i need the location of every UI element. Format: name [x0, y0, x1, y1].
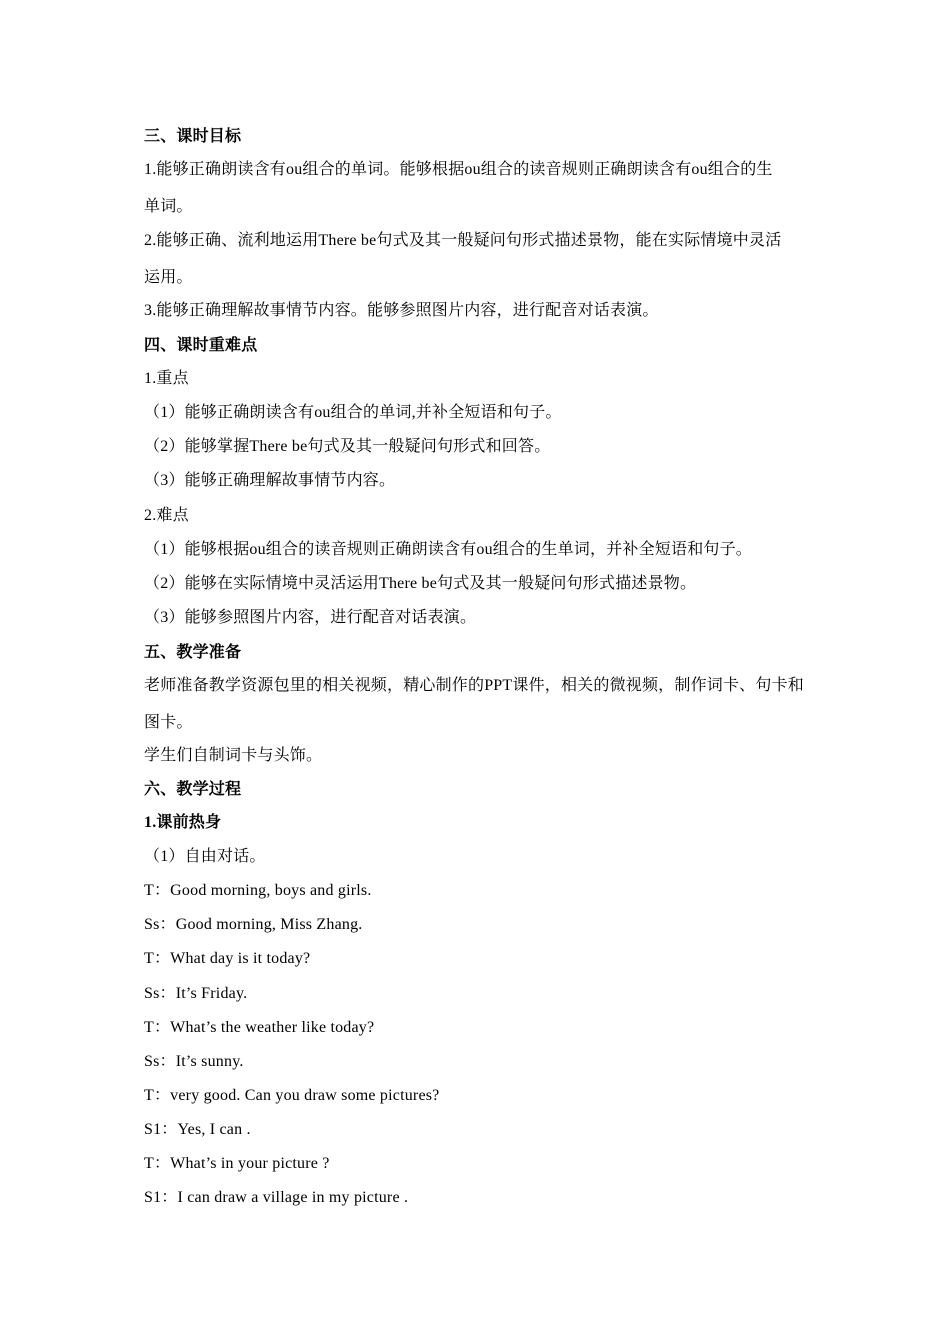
dialogue-line: Ss：Good morning, Miss Zhang. — [144, 916, 363, 933]
key-point-3: （3）能够正确理解故事情节内容。 — [144, 472, 396, 489]
free-talk-label: （1）自由对话。 — [144, 848, 266, 865]
dialogue-line: T：Good morning, boys and girls. — [144, 882, 372, 899]
difficulty-1: （1）能够根据ou组合的读音规则正确朗读含有ou组合的生单词，并补全短语和句子。 — [144, 541, 753, 558]
key-point-1: （1）能够正确朗读含有ou组合的单词,并补全短语和句子。 — [144, 404, 562, 421]
difficulty-2: （2）能够在实际情境中灵活运用There be句式及其一般疑问句形式描述景物。 — [144, 575, 697, 592]
dialogue-line: S1：Yes, I can . — [144, 1121, 251, 1138]
section-heading-teaching-preparation: 五、教学准备 — [144, 644, 242, 661]
preparation-teacher-line-2: 图卡。 — [144, 714, 193, 731]
difficulties-label: 2.难点 — [144, 507, 189, 524]
objective-2-line-2: 运用。 — [144, 269, 193, 286]
dialogue-line: Ss：It’s Friday. — [144, 985, 248, 1002]
key-points-label: 1.重点 — [144, 370, 189, 387]
dialogue-line: T：What’s the weather like today? — [144, 1019, 375, 1036]
section-heading-key-points: 四、课时重难点 — [144, 337, 258, 354]
dialogue-line: T：What day is it today? — [144, 950, 311, 967]
subheading-warm-up: 1.课前热身 — [144, 814, 222, 831]
dialogue-line: Ss：It’s sunny. — [144, 1053, 244, 1070]
preparation-teacher-line-1: 老师准备教学资源包里的相关视频，精心制作的PPT课件，相关的微视频，制作词卡、句卡和 — [144, 677, 804, 694]
difficulty-3: （3）能够参照图片内容，进行配音对话表演。 — [144, 609, 477, 626]
section-heading-lesson-objectives: 三、课时目标 — [144, 128, 242, 145]
objective-1-line-2: 单词。 — [144, 198, 193, 215]
objective-2-line-1: 2.能够正确、流利地运用There be句式及其一般疑问句形式描述景物，能在实际情境中灵活 — [144, 232, 782, 249]
objective-1-line-1: 1.能够正确朗读含有ou组合的单词。能够根据ou组合的读音规则正确朗读含有ou组合的生 — [144, 161, 773, 178]
dialogue-line: T：very good. Can you draw some pictures? — [144, 1087, 440, 1104]
key-point-2: （2）能够掌握There be句式及其一般疑问句形式和回答。 — [144, 438, 551, 455]
objective-3: 3.能够正确理解故事情节内容。能够参照图片内容，进行配音对话表演。 — [144, 302, 659, 319]
section-heading-teaching-process: 六、教学过程 — [144, 781, 242, 798]
dialogue-line: T：What’s in your picture ? — [144, 1155, 330, 1172]
preparation-students: 学生们自制词卡与头饰。 — [144, 747, 323, 764]
dialogue-line: S1：I can draw a village in my picture . — [144, 1189, 409, 1206]
